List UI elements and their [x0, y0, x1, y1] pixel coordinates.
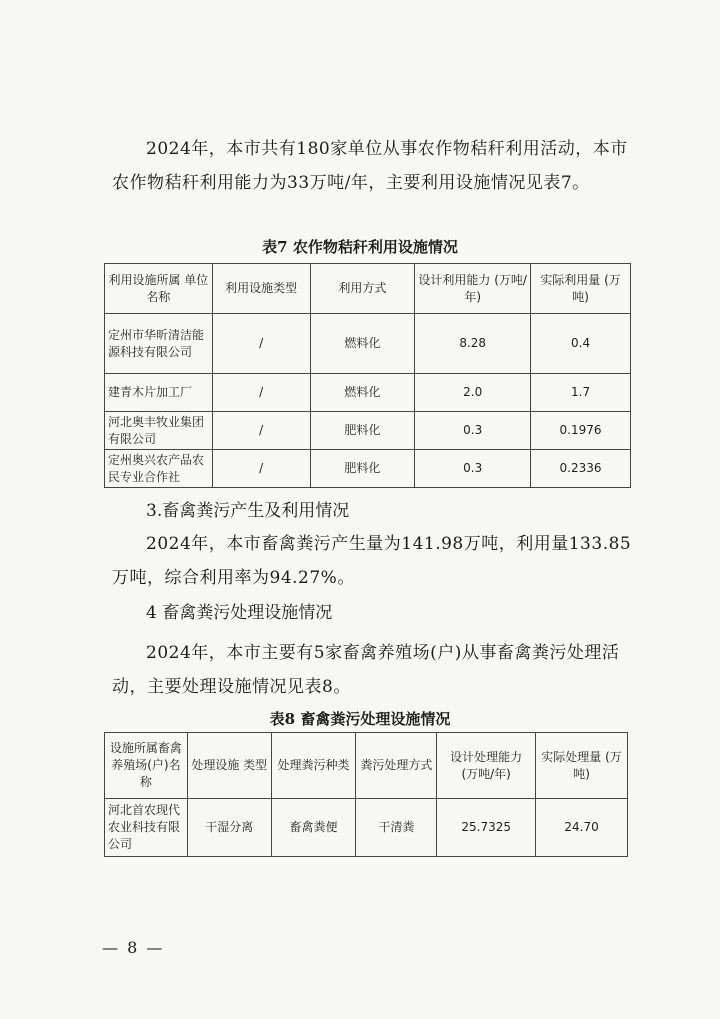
paragraph-manure-summary [112, 527, 640, 595]
table-cell: 8.28 [415, 314, 531, 374]
table-cell: 肥料化 [310, 412, 415, 450]
table-cell: 干清粪 [356, 799, 437, 857]
table-cell: 0.3 [415, 450, 531, 488]
table-cell: 干湿分离 [187, 799, 271, 857]
paragraph-facilities-text: 2024年，本市主要有5家畜禽养殖场(户)从事畜禽粪污处理活动，主要处理设施情况见表8。 [112, 643, 620, 697]
table-cell: 燃料化 [310, 314, 415, 374]
table8-header-cell: 粪污处理方式 [356, 733, 437, 799]
table8-header-row [105, 733, 628, 799]
table-cell: / [212, 374, 310, 412]
table-cell: 畜禽粪便 [271, 799, 356, 857]
table8 [104, 732, 628, 857]
table8-header-cell: 实际处理量 (万吨) [536, 733, 628, 799]
table7-caption: 表7 农作物秸秆利用设施情况 [262, 238, 458, 256]
table-row [105, 314, 631, 374]
section-heading-3: 3.畜禽粪污产生及利用情况 [146, 501, 350, 521]
table8-header-cell: 设计处理能力 (万吨/年) [437, 733, 536, 799]
table-row [105, 374, 631, 412]
table7-header-cell: 设计利用能力 (万吨/年) [415, 264, 531, 314]
table-cell: 0.2336 [531, 450, 631, 488]
paragraph-manure-text: 2024年，本市畜禽粪污产生量为141.98万吨，利用量133.85万吨，综合利用率为94.27%。 [112, 534, 632, 588]
table-cell: 24.70 [536, 799, 628, 857]
table8-header-cell: 处理粪污种类 [271, 733, 356, 799]
table-cell: / [212, 412, 310, 450]
table8-header-cell: 处理设施 类型 [187, 733, 271, 799]
table7-header-cell: 实际利用量 (万吨) [531, 264, 631, 314]
table7 [104, 263, 631, 488]
table7-header-cell: 利用设施类型 [212, 264, 310, 314]
table-cell: 1.7 [531, 374, 631, 412]
table7-header-cell: 利用设施所属 单位名称 [105, 264, 213, 314]
table7-header-cell: 利用方式 [310, 264, 415, 314]
table-cell: / [212, 314, 310, 374]
table7-header-row [105, 264, 631, 314]
table-cell: 定州市华昕清洁能源科技有限公司 [105, 314, 213, 374]
table-cell: 河北奥丰牧业集团有限公司 [105, 412, 213, 450]
table8-caption: 表8 畜禽粪污处理设施情况 [269, 710, 451, 728]
table-cell: 河北首农现代农业科技有限公司 [105, 799, 188, 857]
table-row [105, 799, 628, 857]
table-cell: 2.0 [415, 374, 531, 412]
paragraph-straw-summary [112, 132, 640, 200]
table-row [105, 412, 631, 450]
table-cell: 肥料化 [310, 450, 415, 488]
table8-header-cell: 设施所属畜禽养殖场(户)名称 [105, 733, 188, 799]
table-cell: 定州奥兴农产品农民专业合作社 [105, 450, 213, 488]
table-cell: 0.3 [415, 412, 531, 450]
table-cell: 0.4 [531, 314, 631, 374]
table-cell: / [212, 450, 310, 488]
paragraph-manure-facilities [112, 636, 640, 704]
table-cell: 0.1976 [531, 412, 631, 450]
table-row [105, 450, 631, 488]
paragraph-straw-text: 2024年，本市共有180家单位从事农作物秸秆利用活动，本市农作物秸秆利用能力为33万吨/年，主要利用设施情况见表7。 [112, 139, 628, 193]
table-cell: 建青木片加工厂 [105, 374, 213, 412]
table-cell: 燃料化 [310, 374, 415, 412]
section-heading-4: 4 畜禽粪污处理设施情况 [146, 603, 333, 623]
table-cell: 25.7325 [437, 799, 536, 857]
page-number: — 8 — [102, 938, 165, 957]
